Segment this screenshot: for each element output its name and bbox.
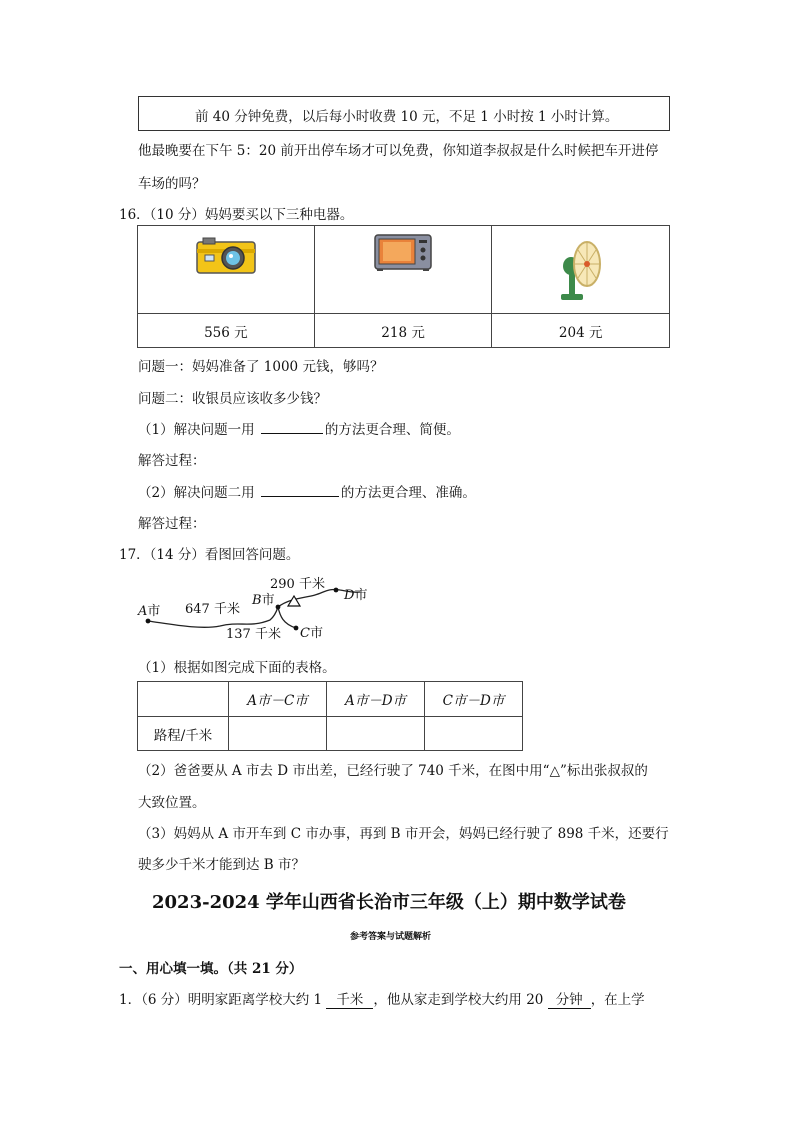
microwave-icon <box>374 234 432 272</box>
q16-process1: 解答过程： <box>138 453 206 469</box>
q1-part-c: ，在上学 <box>590 992 645 1008</box>
q16-sub1 <box>138 418 460 438</box>
q16-sub2-suffix: 的方法更合理、准确。 <box>340 485 476 501</box>
b-city-point <box>276 605 281 610</box>
section1-heading: 一、用心填一填。（共 21 分） <box>119 961 303 977</box>
q16-sub2 <box>138 481 476 501</box>
bc-distance-label: 137 千米 <box>226 627 281 642</box>
q15-text-line2: 车场的吗？ <box>138 176 206 192</box>
q17-sub2-line2: 大致位置。 <box>138 795 206 811</box>
ab-distance-label: 647 千米 <box>185 602 240 617</box>
q1-part-a: 1．（6 分）明明家距离学校大约 1 <box>119 992 323 1008</box>
q16-process2: 解答过程： <box>138 516 206 532</box>
q17-sub1: （1）根据如图完成下面的表格。 <box>138 660 336 676</box>
q1-part-b: ，他从家走到学校大约用 20 <box>373 992 544 1008</box>
a-city-point <box>146 619 151 624</box>
d-city-letter: D <box>344 588 355 603</box>
distance-table <box>137 681 523 751</box>
answers-subtitle: 参考答案与试题解析 <box>350 932 432 942</box>
q16-sub1-prefix: （1）解决问题一用 <box>138 422 255 438</box>
header-a-c: A市－C市 <box>229 682 327 717</box>
q17-sub3-line2: 驶多少千米才能到达 B 市？ <box>138 857 306 873</box>
bd-distance-label: 290 千米 <box>270 577 325 592</box>
q16-question1: 问题一：妈妈准备了 1000 元钱，够吗？ <box>138 359 384 375</box>
q17-sub3-line1: （3）妈妈从 A 市开车到 C 市办事，再到 B 市开会，妈妈已经行驶了 898 千米，还要行 <box>138 826 669 842</box>
c-city-label <box>300 622 323 641</box>
b-city-suffix: 市 <box>261 593 275 608</box>
c-city-suffix: 市 <box>309 626 323 641</box>
d-city-point <box>334 588 339 593</box>
answers-title: 2023-2024 学年山西省长治市三年级（上）期中数学试卷 <box>152 892 626 913</box>
price-fan: 204 元 <box>492 314 670 348</box>
q16-question2: 问题二：收银员应该收多少钱？ <box>138 391 327 407</box>
row-label-distance: 路程/千米 <box>138 717 229 751</box>
q17-heading: 17．（14 分）看图回答问题。 <box>119 547 300 563</box>
fan-icon <box>557 238 605 302</box>
answer-cell-a-c[interactable] <box>229 717 327 751</box>
microwave-cell <box>314 226 492 314</box>
d-city-label <box>344 584 367 603</box>
b-city-letter: B <box>252 593 262 608</box>
answer-blank-2[interactable] <box>261 482 339 497</box>
q16-sub2-prefix: （2）解决问题二用 <box>138 485 255 501</box>
header-c-d: C市－D市 <box>425 682 523 717</box>
q16-sub1-suffix: 的方法更合理、简便。 <box>324 422 460 438</box>
answer-blank-1[interactable] <box>261 419 323 434</box>
rule-box <box>138 96 670 131</box>
appliance-table <box>137 225 670 348</box>
q1-answer-1: 千米 <box>326 992 373 1009</box>
answer-q1-line <box>119 988 645 1008</box>
a-city-letter: A <box>138 604 148 619</box>
price-microwave: 218 元 <box>314 314 492 348</box>
answer-cell-c-d[interactable] <box>425 717 523 751</box>
header-a-d: A市－D市 <box>327 682 425 717</box>
c-city-point <box>294 626 299 631</box>
camera-cell <box>138 226 315 314</box>
fan-cell <box>492 226 670 314</box>
q15-text-line1: 他最晚要在下午 5：20 前开出停车场才可以免费，你知道李叔叔是什么时候把车开进停 <box>138 143 659 159</box>
price-camera: 556 元 <box>138 314 315 348</box>
c-city-letter: C <box>300 626 310 641</box>
route-map <box>130 568 390 648</box>
d-city-suffix: 市 <box>354 588 368 603</box>
q1-answer-2: 分钟 <box>548 992 591 1009</box>
table-corner-cell <box>138 682 229 717</box>
answer-cell-a-d[interactable] <box>327 717 425 751</box>
q17-sub2-line1: （2）爸爸要从 A 市去 D 市出差，已经行驶了 740 千米，在图中用“△”标出张叔叔的 <box>138 763 648 779</box>
camera-icon <box>195 235 257 275</box>
rule-text: 前 40 分钟免费，以后每小时收费 10 元，不足 1 小时按 1 小时计算。 <box>195 109 619 125</box>
q16-heading: 16．（10 分）妈妈要买以下三种电器。 <box>119 207 354 223</box>
a-city-label <box>138 600 160 619</box>
a-city-suffix: 市 <box>147 604 161 619</box>
